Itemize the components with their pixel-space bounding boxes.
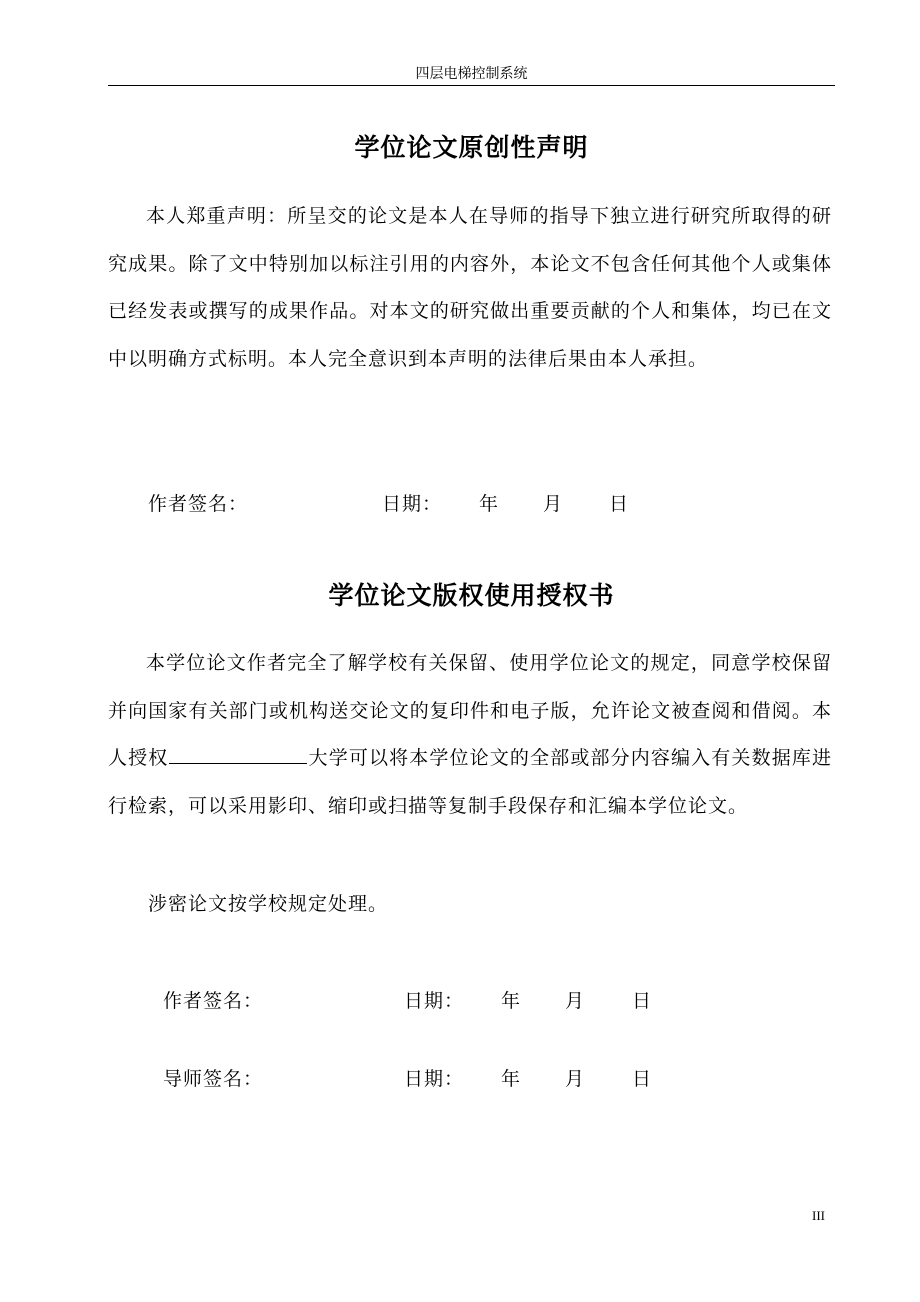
author-signature-label: 作者签名： <box>163 990 264 1012</box>
date-label: 日期： <box>404 1068 465 1090</box>
day-label: 日 <box>632 990 653 1012</box>
author-signature-label: 作者签名： <box>148 493 249 515</box>
secret-note: 涉密论文按学校规定处理。 <box>148 893 389 915</box>
date-label: 日期： <box>404 990 465 1012</box>
year-label: 年 <box>479 493 500 515</box>
originality-title: 学位论文原创性声明 <box>354 133 589 162</box>
month-label: 月 <box>543 493 564 515</box>
copyright-paragraph-part2: 大学可以将本学位论文的全部或部分内容编入有关数据库进行检索，可以采用影印、缩印或扫描等复制手段保存和汇编本学位论文。 <box>108 747 832 817</box>
month-label: 月 <box>565 990 586 1012</box>
year-label: 年 <box>501 1068 522 1090</box>
year-label: 年 <box>501 990 522 1012</box>
day-label: 日 <box>609 493 630 515</box>
advisor-signature-label: 导师签名： <box>163 1068 264 1090</box>
running-header: 四层电梯控制系统 <box>415 66 528 82</box>
header-rule <box>108 85 835 86</box>
month-label: 月 <box>565 1068 586 1090</box>
day-label: 日 <box>632 1068 653 1090</box>
originality-paragraph: 本人郑重声明：所呈交的论文是本人在导师的指导下独立进行研究所取得的研究成果。除了文中特别加以标注引用的内容外，本论文不包含任何其他个人或集体已经发表或撰写的成果作品。对本文的研究做出重要贡献的个人和集体，均已在文中以明确方式标明。本人完全意识到本声明的法律后果由本人承担。 <box>108 205 832 370</box>
date-label: 日期： <box>382 493 443 515</box>
copyright-paragraph <box>108 640 832 830</box>
copyright-title: 学位论文版权使用授权书 <box>328 581 615 610</box>
copyright-paragraph-part1: 本学位论文作者完全了解学校有关保留、使用学位论文的规定，同意学校保留并向国家有关部门或机构送交论文的复印件和电子版，允许论文被查阅和借阅。本人授权 <box>108 652 832 769</box>
university-blank-line <box>169 745 307 764</box>
page-number: III <box>812 1208 825 1223</box>
